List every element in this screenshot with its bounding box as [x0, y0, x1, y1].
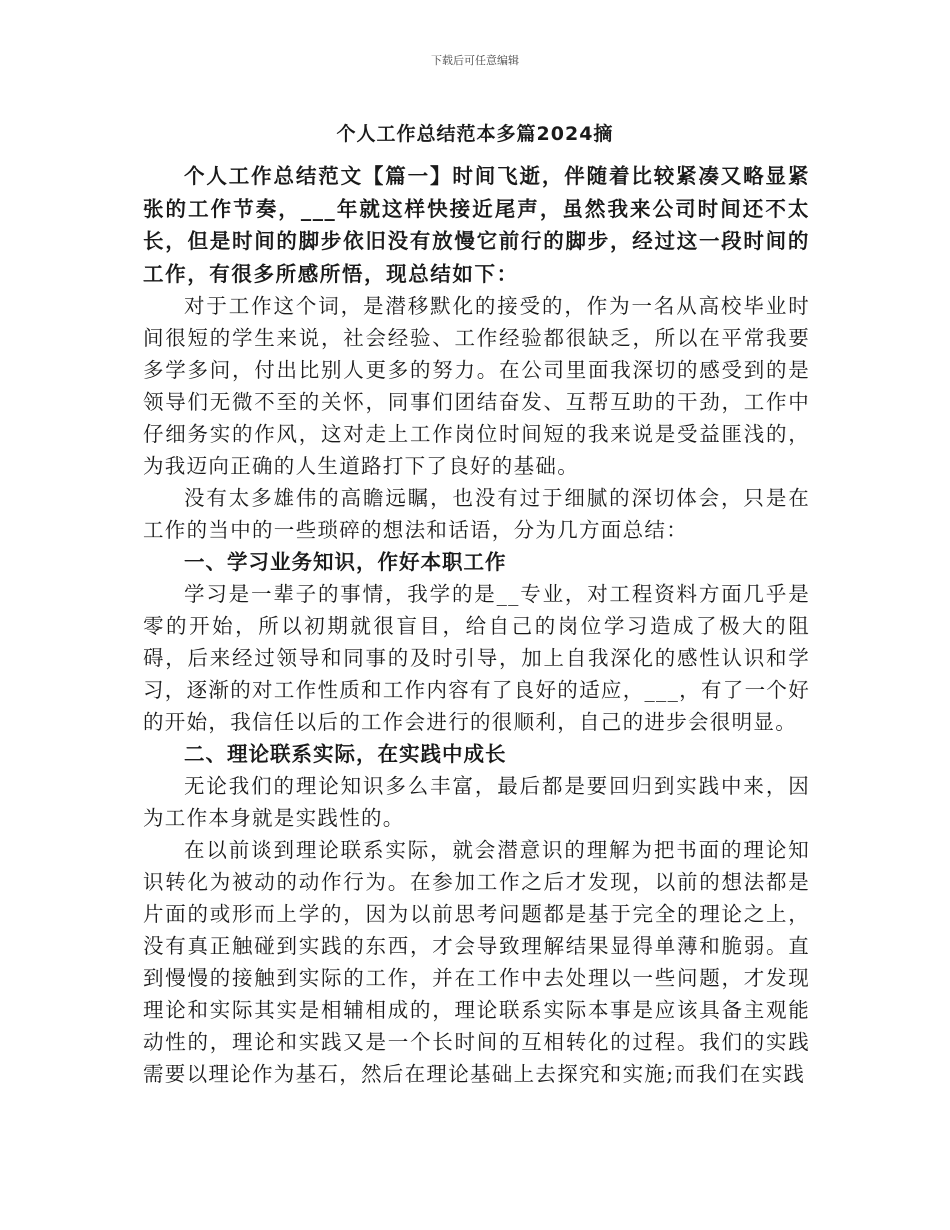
section-heading: 一、学习业务知识，作好本职工作 — [184, 550, 507, 574]
body-paragraph: 对于工作这个词，是潜移默化的接受的，作为一名从高校毕业时间很短的学生来说，社会经验、工作经验都很缺乏，所以在平常我要多学多问，付出比别人更多的努力。在公司里面我深切的感受到的是领导们无微不至的关怀，同事们团结奋发、互帮互助的干劲，工作中仔细务实的作风，这对走上工作岗位时间短的我来说是受益匪浅的，为我迈向正确的人生道路打下了良好的基础。 — [143, 294, 810, 478]
body-paragraph: 在以前谈到理论联系实际，就会潜意识的理解为把书面的理论知识转化为被动的动作行为。在参加工作之后才发现，以前的想法都是片面的或形而上学的，因为以前思考问题都是基于完全的理论之上，没有真正触碰到实践的东西，才会导致理解结果显得单薄和脆弱。直到慢慢的接触到实际的工作，并在工作中去处理以一些问题，才发现理论和实际其实是相辅相成的，理论联系实际本事是应该具备主观能动性的，理论和实践又是一个长时间的互相转化的过程。我们的实践需要以理论作为基石，然后在理论基础上去探究和实施;而我们在实践 — [143, 838, 810, 1086]
section-heading: 二、理论联系实际，在实践中成长 — [184, 742, 507, 766]
page-header-note: 下载后可任意编辑 — [431, 54, 519, 67]
body-paragraph: 无论我们的理论知识多么丰富，最后都是要回归到实践中来，因为工作本身就是实践性的。 — [143, 774, 810, 830]
body-paragraph: 没有太多雄伟的高瞻远瞩，也没有过于细腻的深切体会，只是在工作的当中的一些琐碎的想法和话语，分为几方面总结： — [143, 486, 810, 542]
document-body — [143, 160, 810, 1090]
document-title: 个人工作总结范本多篇2024摘 — [336, 123, 614, 145]
body-paragraph: 学习是一辈子的事情，我学的是__专业，对工程资料方面几乎是零的开始，所以初期就很盲目，给自己的岗位学习造成了极大的阻碍，后来经过领导和同事的及时引导，加上自我深化的感性认识和学习，逐渐的对工作性质和工作内容有了良好的适应，___，有了一个好的开始，我信任以后的工作会进行的很顺利，自己的进步会很明显。 — [143, 582, 810, 734]
intro-paragraph: 个人工作总结范文【篇一】时间飞逝，伴随着比较紧凑又略显紧张的工作节奏，___年就这样快接近尾声，虽然我来公司时间还不太长，但是时间的脚步依旧没有放慢它前行的脚步，经过这一段时间的工作，有很多所感所悟，现总结如下： — [143, 164, 810, 286]
